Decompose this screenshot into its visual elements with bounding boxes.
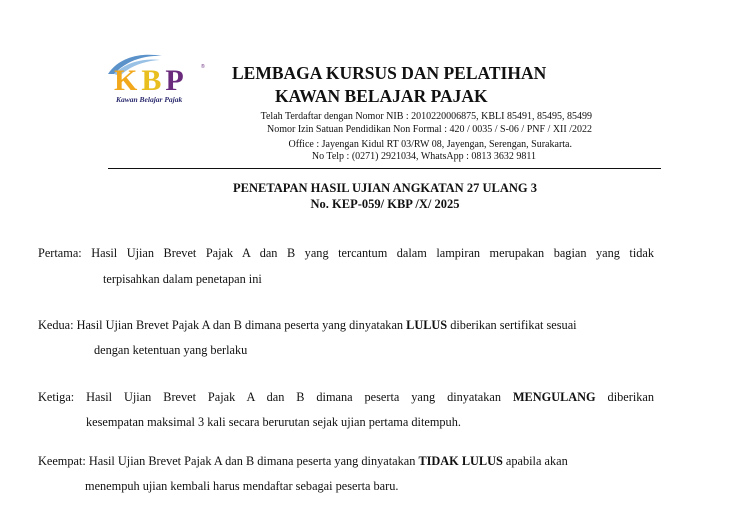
office-address-line: Office : Jayengan Kidul RT 03/RW 08, Jayengan, Serengan, Surakarta. — [288, 139, 572, 150]
license-line: Nomor Izin Satuan Pendidikan Non Formal : 420 / 0035 / S-06 / PNF / XII /2022 — [267, 124, 592, 135]
item-text-after: diberikan — [607, 390, 654, 404]
item-text: Hasil Ujian Brevet Pajak A dan B dimana peserta yang dinyatakan — [88, 454, 416, 468]
item-text: Hasil Ujian Brevet Pajak A dan B dimana peserta yang dinyatakan — [86, 390, 502, 404]
item-label: Kedua: — [38, 318, 74, 332]
document-number: No. KEP-059/ KBP /X/ 2025 — [310, 197, 460, 211]
item-text-after: diberikan sertifikat sesuai — [450, 318, 577, 332]
item-emphasis: MENGULANG — [512, 390, 596, 404]
logo-registered-mark: ® — [201, 64, 205, 70]
item-label: Ketiga: — [38, 390, 75, 404]
item-text: Hasil Ujian Brevet Pajak A dan B dimana peserta yang dinyatakan — [76, 318, 404, 332]
item-emphasis: LULUS — [406, 318, 448, 332]
item-keempat — [38, 454, 568, 469]
item-continuation: kesempatan maksimal 3 kali secara berurutan sejak ujian pertama ditempuh. — [86, 415, 461, 429]
logo-letter-p: P — [165, 64, 188, 97]
item-pertama — [38, 246, 654, 261]
logo-letters — [114, 66, 188, 96]
org-subname: KAWAN BELAJAR PAJAK — [275, 86, 488, 106]
item-continuation: terpisahkan dalam penetapan ini — [103, 272, 262, 286]
registration-line: Telah Terdaftar dengan Nomor NIB : 2010220006875, KBLI 85491, 85495, 85499 — [260, 111, 592, 122]
item-emphasis: TIDAK LULUS — [418, 454, 503, 468]
org-name: LEMBAGA KURSUS DAN PELATIHAN — [232, 63, 547, 83]
item-continuation: dengan ketentuan yang berlaku — [94, 343, 248, 357]
item-label: Pertama: — [38, 246, 82, 260]
item-ketiga — [38, 390, 654, 405]
kbp-logo — [100, 52, 212, 108]
letterhead-divider — [108, 168, 661, 169]
item-text: Hasil Ujian Brevet Pajak A dan B yang tercantum dalam lampiran merupakan bagian yang tidak — [91, 246, 654, 260]
logo-letter-k: K — [114, 64, 142, 97]
logo-letter-b: B — [141, 64, 166, 97]
item-kedua — [38, 318, 577, 333]
item-label: Keempat: — [38, 454, 86, 468]
logo-tagline: Kawan Belajar Pajak — [116, 95, 183, 104]
item-text-after: apabila akan — [505, 454, 568, 468]
document-title: PENETAPAN HASIL UJIAN ANGKATAN 27 ULANG 3 — [233, 181, 537, 195]
item-continuation: menempuh ujian kembali harus mendaftar sebagai peserta baru. — [85, 479, 399, 493]
contact-line: No Telp : (0271) 2921034, WhatsApp : 0813 3632 9811 — [311, 151, 536, 162]
